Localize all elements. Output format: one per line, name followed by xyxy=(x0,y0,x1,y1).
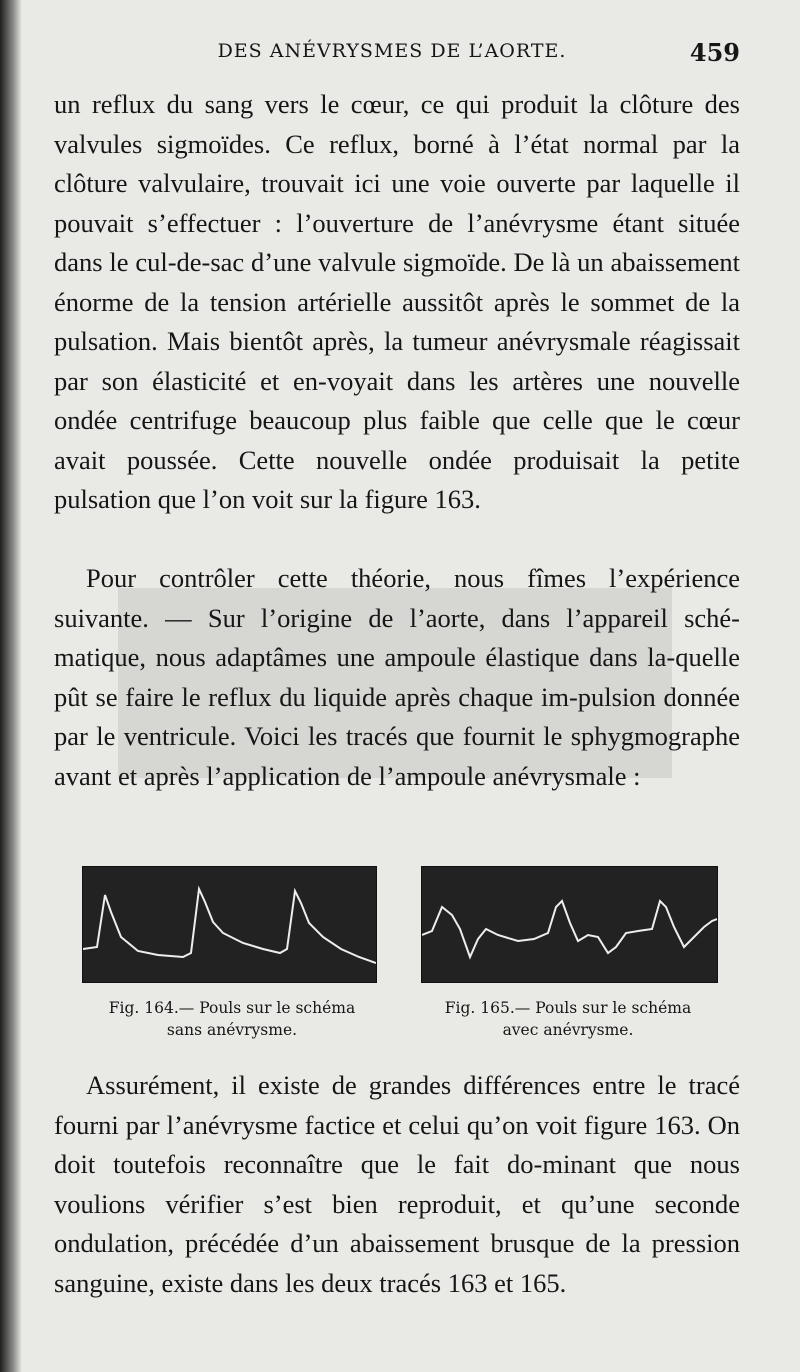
figure-164-caption xyxy=(82,997,382,1041)
page-number: 459 xyxy=(689,38,740,67)
paragraph-3: Assurément, il existe de grandes différences entre le tracé fourni par l’anévrysme factice et celui qu’on voit figure 163. On doit toutefois reconnaître que le fait do-minant que nous voulions vérifier s’est bien reproduit, et qu’une seconde ondulation, précédée d’un abaissement brusque de la pression sanguine, existe dans les deux tracés 163 et 165. xyxy=(54,1070,740,1298)
paragraph-1: un reflux du sang vers le cœur, ce qui produit la clôture des valvules sigmoïdes. Ce reflux, borné à l’état normal par la clôture valvulaire, trouvait ici une voie ouverte par laquelle il pouvait s’effectuer : l’ouverture de l’anévrysme étant située dans le cul-de-sac d’une valvule sigmoïde. De là un abaissement énorme de la tension artérielle aussitôt après le sommet de la pulsation. Mais bientôt après, la tumeur anévrysmale réagissait par son élasticité et en-voyait dans les artères une nouvelle ondée centrifuge beaucoup plus faible que celle que le cœur avait poussée. Cette nouvelle ondée produisait la petite pulsation que l’on voit sur la figure 163. xyxy=(54,89,740,514)
trace-line-164 xyxy=(83,889,376,963)
paragraph-2: Pour contrôler cette théorie, nous fîmes l’expérience suivante. — Sur l’origine de l’aorte, dans l’appareil sché-matique, nous adaptâmes une ampoule élastique dans la-quelle pût se faire le reflux du liquide après chaque im-pulsion donnée par le ventricule. Voici les tracés que fournit le sphygmographe avant et après l’application de l’ampoule anévrysmale : xyxy=(54,563,740,791)
pulse-trace-without-aneurysm xyxy=(83,867,376,982)
figure-165-pulse-trace xyxy=(421,866,718,983)
caption-line: sans anévrysme. xyxy=(166,1021,298,1039)
caption-line: avec anévrysme. xyxy=(502,1021,634,1039)
caption-line: Fig. 165.— Pouls sur le schéma xyxy=(444,999,692,1017)
trace-line-165 xyxy=(422,901,717,957)
caption-line: Fig. 164.— Pouls sur le schéma xyxy=(108,999,356,1017)
pulse-trace-with-aneurysm xyxy=(422,867,717,982)
figure-165-caption xyxy=(418,997,718,1041)
figure-164-pulse-trace xyxy=(82,866,377,983)
running-title: DES ANÉVRYSMES DE L’AORTE. xyxy=(217,40,567,62)
